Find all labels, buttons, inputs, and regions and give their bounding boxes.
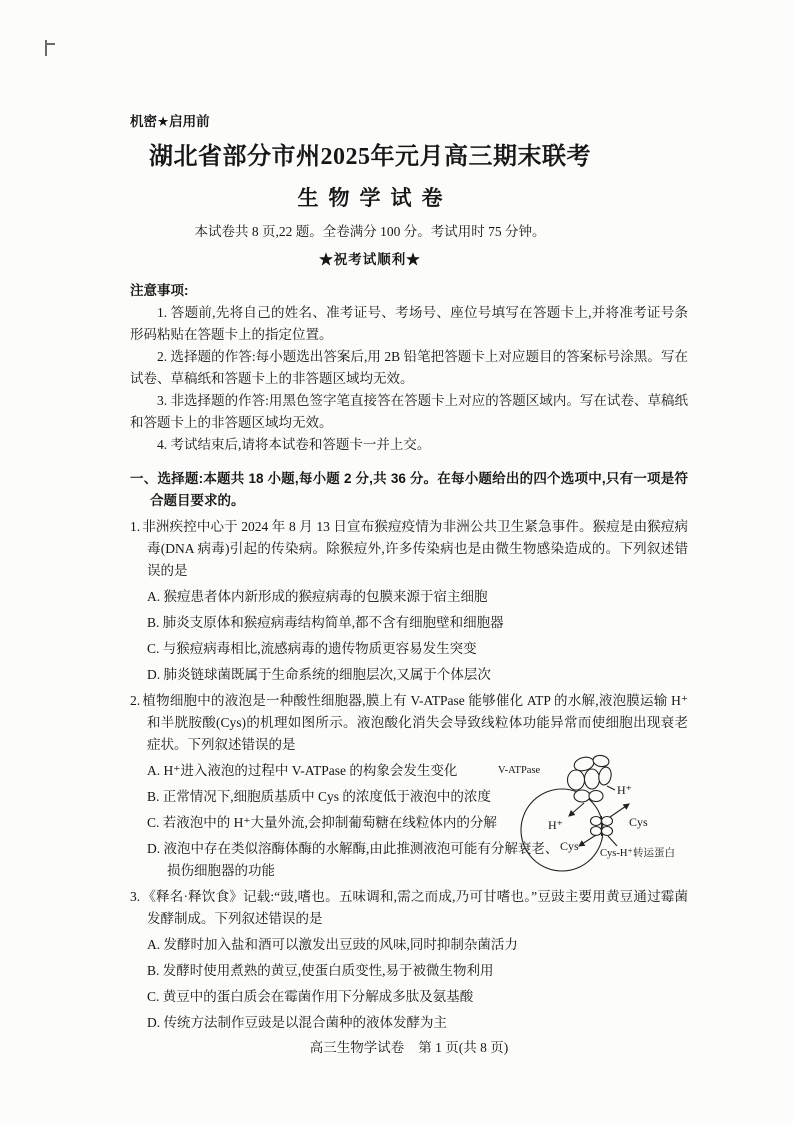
question-3-option-c: C. 黄豆中的蛋白质会在霉菌作用下分解成多肽及氨基酸 bbox=[147, 989, 474, 1004]
question-1-text: 非洲疾控中心于 2024 年 8 月 13 日宣布猴痘疫情为非洲公共卫生紧急事件。猴痘是由猴痘病毒(DNA 病毒)引起的传染病。除猴痘外,许多传染病也是由微生物感染造成的。下列叙述错误的是 bbox=[142, 519, 688, 578]
question-2-number: 2. bbox=[130, 693, 141, 708]
cys-h-transporter-label: Cys-H⁺转运蛋白 bbox=[600, 848, 675, 859]
transporter-pointer-line bbox=[608, 836, 617, 846]
question-2-option-a: A. H⁺进入液泡的过程中 V-ATPase 的构象会发生变化 bbox=[147, 763, 458, 778]
question-2-option-c: C. 若液泡中的 H⁺大量外流,会抑制葡萄糖在线粒体内的分解 bbox=[147, 815, 497, 830]
question-2-option-d: D. 液泡中存在类似溶酶体酶的水解酶,由此推测液泡可能有分解衰老、损伤细胞器的功能 bbox=[147, 841, 559, 878]
cys-outside-label: Cys bbox=[629, 815, 648, 829]
question-3-option-b: B. 发酵时使用煮熟的黄豆,使蛋白质变性,易于被微生物利用 bbox=[147, 963, 494, 978]
question-3-number: 3. bbox=[130, 889, 141, 904]
exam-header bbox=[130, 142, 610, 270]
cys-inside-label: Cys bbox=[560, 839, 579, 853]
notice-item-3: 3. 非选择题的作答:用黑色签字笔直接答在答题卡上对应的答题区域内。写在试卷、草稿纸和答题卡上的非答题区域均无效。 bbox=[130, 393, 688, 430]
notice-item-2: 2. 选择题的作答:每小题选出答案后,用 2B 铅笔把答题卡上对应题目的答案标号涂黑。写在试卷、草稿纸和答题卡上的非答题区域均无效。 bbox=[130, 349, 688, 386]
h-plus-outside-label: H⁺ bbox=[617, 783, 632, 797]
notice-heading: 注意事项: bbox=[130, 283, 189, 298]
section-heading: 一、选择题:本题共 18 小题,每小题 2 分,共 36 分。在每小题给出的四个选项中,只有一项是符合题目要求的。 bbox=[130, 471, 688, 508]
question-2-option-b: B. 正常情况下,细胞质基质中 Cys 的浓度低于液泡中的浓度 bbox=[147, 789, 491, 804]
footer-exam-name: 高三生物学试卷 bbox=[309, 1040, 405, 1055]
exam-wish-line: ★祝考试顺利★ bbox=[319, 252, 421, 267]
exam-title: 湖北省部分市州2025年元月高三期末联考 bbox=[149, 144, 591, 170]
h-out-pointer-line bbox=[607, 786, 615, 790]
question-1-option-d: D. 肺炎链球菌既属于生命系统的细胞层次,又属于个体层次 bbox=[147, 667, 491, 682]
question-1-option-c: C. 与猴痘病毒相比,流感病毒的遗传物质更容易发生突变 bbox=[147, 641, 477, 656]
question-1-stem bbox=[130, 516, 688, 582]
question-3-option-a: A. 发酵时加入盐和酒可以激发出豆豉的风味,同时抑制杂菌活力 bbox=[147, 937, 518, 952]
footer-page-number: 第 1 页(共 8 页) bbox=[418, 1040, 509, 1055]
v-atpase-complex-icon bbox=[568, 754, 613, 802]
question-2-text: 植物细胞中的液泡是一种酸性细胞器,膜上有 V-ATPase 能够催化 ATP 的水解,液泡膜运输 H⁺和半胱胺酸(Cys)的机理如图所示。液泡酸化消失会导致线粒体功能异常而使细胞出现衰老症状。下列叙述错误的是 bbox=[142, 693, 688, 752]
cys-transporter-icon bbox=[591, 816, 613, 836]
h-influx-arrow bbox=[569, 803, 584, 816]
notice-section bbox=[130, 280, 688, 456]
notice-item-4: 4. 考试结束后,请将本试卷和答题卡一并上交。 bbox=[157, 437, 431, 452]
cys-influx-arrow bbox=[579, 835, 596, 846]
vacuole-diagram bbox=[496, 746, 698, 916]
subject-title: 生物学试卷 bbox=[297, 186, 453, 210]
question-3-option-d: D. 传统方法制作豆豉是以混合菌种的液体发酵为主 bbox=[147, 1015, 447, 1030]
question-1 bbox=[130, 516, 688, 686]
question-1-option-a: A. 猴痘患者体内新形成的猴痘病毒的包膜来源于宿主细胞 bbox=[147, 589, 488, 604]
exam-info-line: 本试卷共 8 页,22 题。全卷满分 100 分。考试用时 75 分钟。 bbox=[194, 224, 546, 239]
vacuole-transport-figure bbox=[496, 746, 698, 916]
classification-label: 机密★启用前 bbox=[130, 114, 210, 129]
cys-efflux-arrow bbox=[610, 804, 629, 817]
h-plus-inside-label: H⁺ bbox=[548, 818, 563, 832]
question-1-option-b: B. 肺炎支原体和猴痘病毒结构简单,都不含有细胞壁和细胞器 bbox=[147, 615, 504, 630]
question-1-number: 1. bbox=[130, 519, 141, 534]
v-atpase-label: V-ATPase bbox=[498, 765, 541, 776]
page-footer bbox=[130, 1038, 688, 1058]
notice-item-1: 1. 答题前,先将自己的姓名、准考证号、考场号、座位号填写在答题卡上,并将准考证号条形码粘贴在答题卡上的指定位置。 bbox=[130, 305, 688, 342]
question-3-text: 《释名·释饮食》记载:“豉,嗜也。五味调和,需之而成,乃可甘嗜也。”豆豉主要用黄豆通过霉菌发酵制成。下列叙述错误的是 bbox=[142, 889, 688, 926]
corner-crop-mark bbox=[45, 40, 55, 56]
